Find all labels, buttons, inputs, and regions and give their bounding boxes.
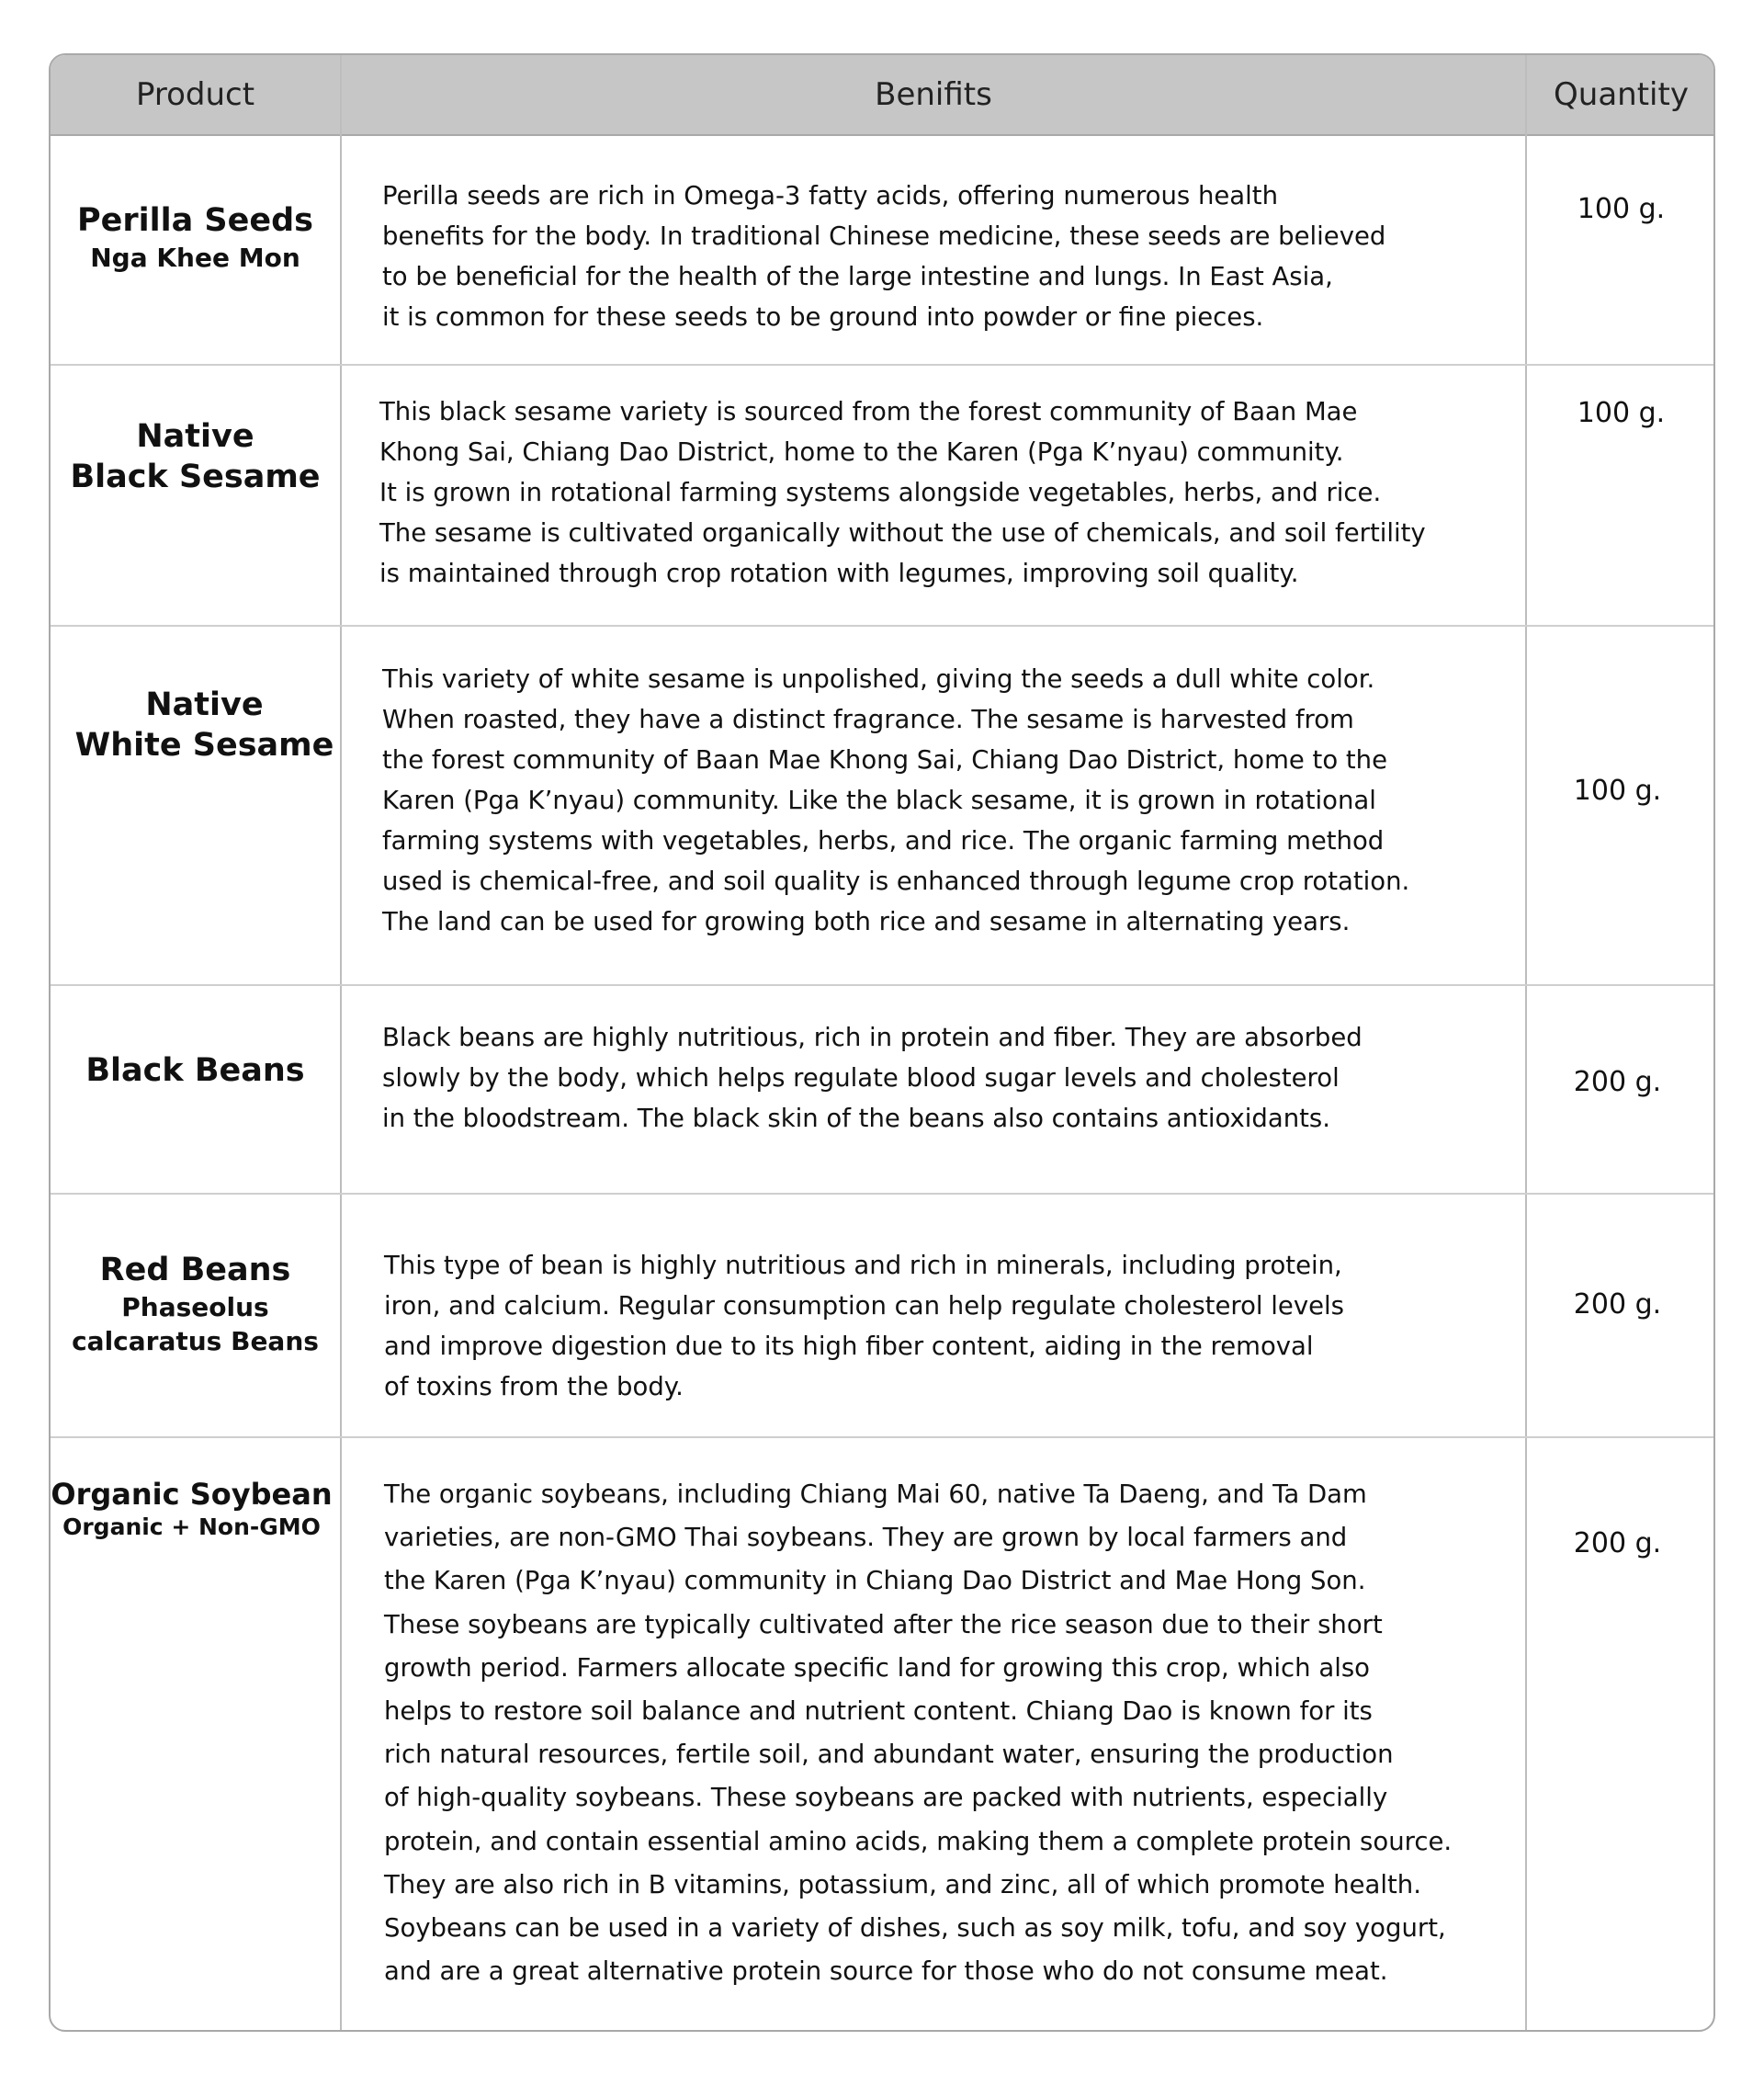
product-table <box>49 53 1715 2032</box>
benefits-text <box>384 1473 1578 1993</box>
benefits-line: This black sesame variety is sourced from the forest community of Baan Mae <box>379 397 1358 426</box>
product-name: Perilla Seeds <box>76 202 313 239</box>
benefits-line: It is grown in rotational farming systems alongside vegetables, herbs, and rice. <box>379 478 1382 507</box>
product-name: Black Sesame <box>70 459 321 495</box>
benefits-text <box>384 1245 1578 1407</box>
row-divider <box>51 1193 1713 1195</box>
benefits-line: Karen (Pga K’nyau) community. Like the black sesame, it is grown in rotational <box>382 786 1376 815</box>
benefits-line: benefits for the body. In traditional Chinese medicine, these seeds are believed <box>382 221 1386 251</box>
table-header <box>51 55 1713 136</box>
benefits-text <box>382 659 1577 942</box>
quantity-value: 100 g. <box>1577 397 1666 429</box>
benefits-line: This type of bean is highly nutritious and rich in minerals, including protein, <box>384 1251 1342 1280</box>
product-cell <box>51 1250 340 1358</box>
product-cell <box>60 685 349 765</box>
row-divider <box>51 984 1713 986</box>
benefits-line: Soybeans can be used in a variety of dishes, such as soy milk, tofu, and soy yogurt, <box>384 1913 1446 1944</box>
benefits-line: varieties, are non-GMO Thai soybeans. They are grown by local farmers and <box>384 1523 1348 1553</box>
benefits-line: slowly by the body, which helps regulate blood sugar levels and cholesterol <box>382 1063 1340 1093</box>
benefits-line: the Karen (Pga K’nyau) community in Chiang Dao District and Mae Hong Son. <box>384 1566 1366 1596</box>
benefits-line: helps to restore soil balance and nutrient content. Chiang Dao is known for its <box>384 1696 1373 1727</box>
benefits-line: iron, and calcium. Regular consumption can help regulate cholesterol levels <box>384 1291 1344 1321</box>
header-quantity: Quantity <box>1554 76 1689 113</box>
product-cell <box>51 1050 340 1091</box>
quantity-value: 200 g. <box>1573 1288 1662 1321</box>
benefits-line: of high-quality soybeans. These soybeans are packed with nutrients, especially <box>384 1783 1388 1813</box>
row-divider <box>51 625 1713 627</box>
product-subtitle: Phaseolus <box>121 1292 269 1322</box>
benefits-line: This variety of white sesame is unpolished, giving the seeds a dull white color. <box>382 664 1375 694</box>
benefits-line: The land can be used for growing both rice and sesame in alternating years. <box>382 907 1351 936</box>
quantity-value: 100 g. <box>1573 775 1662 807</box>
benefits-line: used is chemical-free, and soil quality is enhanced through legume crop rotation. <box>382 867 1410 896</box>
column-divider <box>340 55 342 2030</box>
benefits-line: to be beneficial for the health of the large intestine and lungs. In East Asia, <box>382 262 1333 291</box>
benefits-line: protein, and contain essential amino acids, making them a complete protein source. <box>384 1826 1453 1856</box>
benefits-line: and improve digestion due to its high fiber content, aiding in the removal <box>384 1332 1314 1361</box>
benefits-line: in the bloodstream. The black skin of the beans also contains antioxidants. <box>382 1104 1330 1133</box>
benefits-line: farming systems with vegetables, herbs, and rice. The organic farming method <box>382 826 1385 856</box>
benefits-line: the forest community of Baan Mae Khong Sai, Chiang Dao District, home to the <box>382 745 1388 775</box>
benefits-line: These soybeans are typically cultivated after the rice season due to their short <box>384 1609 1383 1639</box>
benefits-line: Black beans are highly nutritious, rich in protein and fiber. They are absorbed <box>382 1023 1363 1052</box>
product-subtitle: Nga Khee Mon <box>90 243 300 273</box>
benefits-line: Khong Sai, Chiang Dao District, home to the Karen (Pga K’nyau) community. <box>379 437 1344 467</box>
product-name: Organic Soybean <box>51 1477 333 1512</box>
product-name: Black Beans <box>85 1052 305 1089</box>
product-cell <box>49 1476 336 1542</box>
row-divider <box>51 1436 1713 1438</box>
product-name: Native <box>136 418 254 455</box>
benefits-line: They are also rich in B vitamins, potassium, and zinc, all of which promote health. <box>384 1869 1421 1899</box>
benefits-line: The organic soybeans, including Chiang Mai 60, native Ta Daeng, and Ta Dam <box>384 1479 1367 1509</box>
benefits-text <box>382 1017 1577 1139</box>
header-benefits: Benifits <box>875 76 992 113</box>
benefits-line: and are a great alternative protein source for those who do not consume meat. <box>384 1956 1388 1987</box>
product-subtitle: Organic + Non-GMO <box>62 1513 321 1540</box>
benefits-text <box>382 176 1577 337</box>
product-name: White Sesame <box>74 727 334 764</box>
benefits-text <box>379 391 1574 594</box>
benefits-line: The sesame is cultivated organically without the use of chemicals, and soil fertility <box>379 518 1426 548</box>
product-name: Native <box>145 686 264 723</box>
benefits-line: rich natural resources, fertile soil, and abundant water, ensuring the production <box>384 1740 1394 1770</box>
benefits-line: of toxins from the body. <box>384 1372 684 1401</box>
benefits-line: is maintained through crop rotation with legumes, improving soil quality. <box>379 559 1299 588</box>
product-cell <box>51 200 340 275</box>
row-divider <box>51 364 1713 366</box>
quantity-value: 100 g. <box>1577 193 1666 225</box>
product-name: Red Beans <box>99 1252 291 1288</box>
header-product: Product <box>135 76 255 113</box>
product-cell <box>51 416 340 497</box>
benefits-line: When roasted, they have a distinct fragrance. The sesame is harvested from <box>382 705 1354 734</box>
benefits-line: Perilla seeds are rich in Omega-3 fatty acids, offering numerous health <box>382 181 1279 210</box>
quantity-value: 200 g. <box>1573 1066 1662 1098</box>
product-subtitle: calcaratus Beans <box>72 1326 319 1356</box>
benefits-line: growth period. Farmers allocate specific land for growing this crop, which also <box>384 1652 1370 1683</box>
benefits-line: it is common for these seeds to be ground into powder or fine pieces. <box>382 302 1264 332</box>
quantity-value: 200 g. <box>1573 1527 1662 1559</box>
